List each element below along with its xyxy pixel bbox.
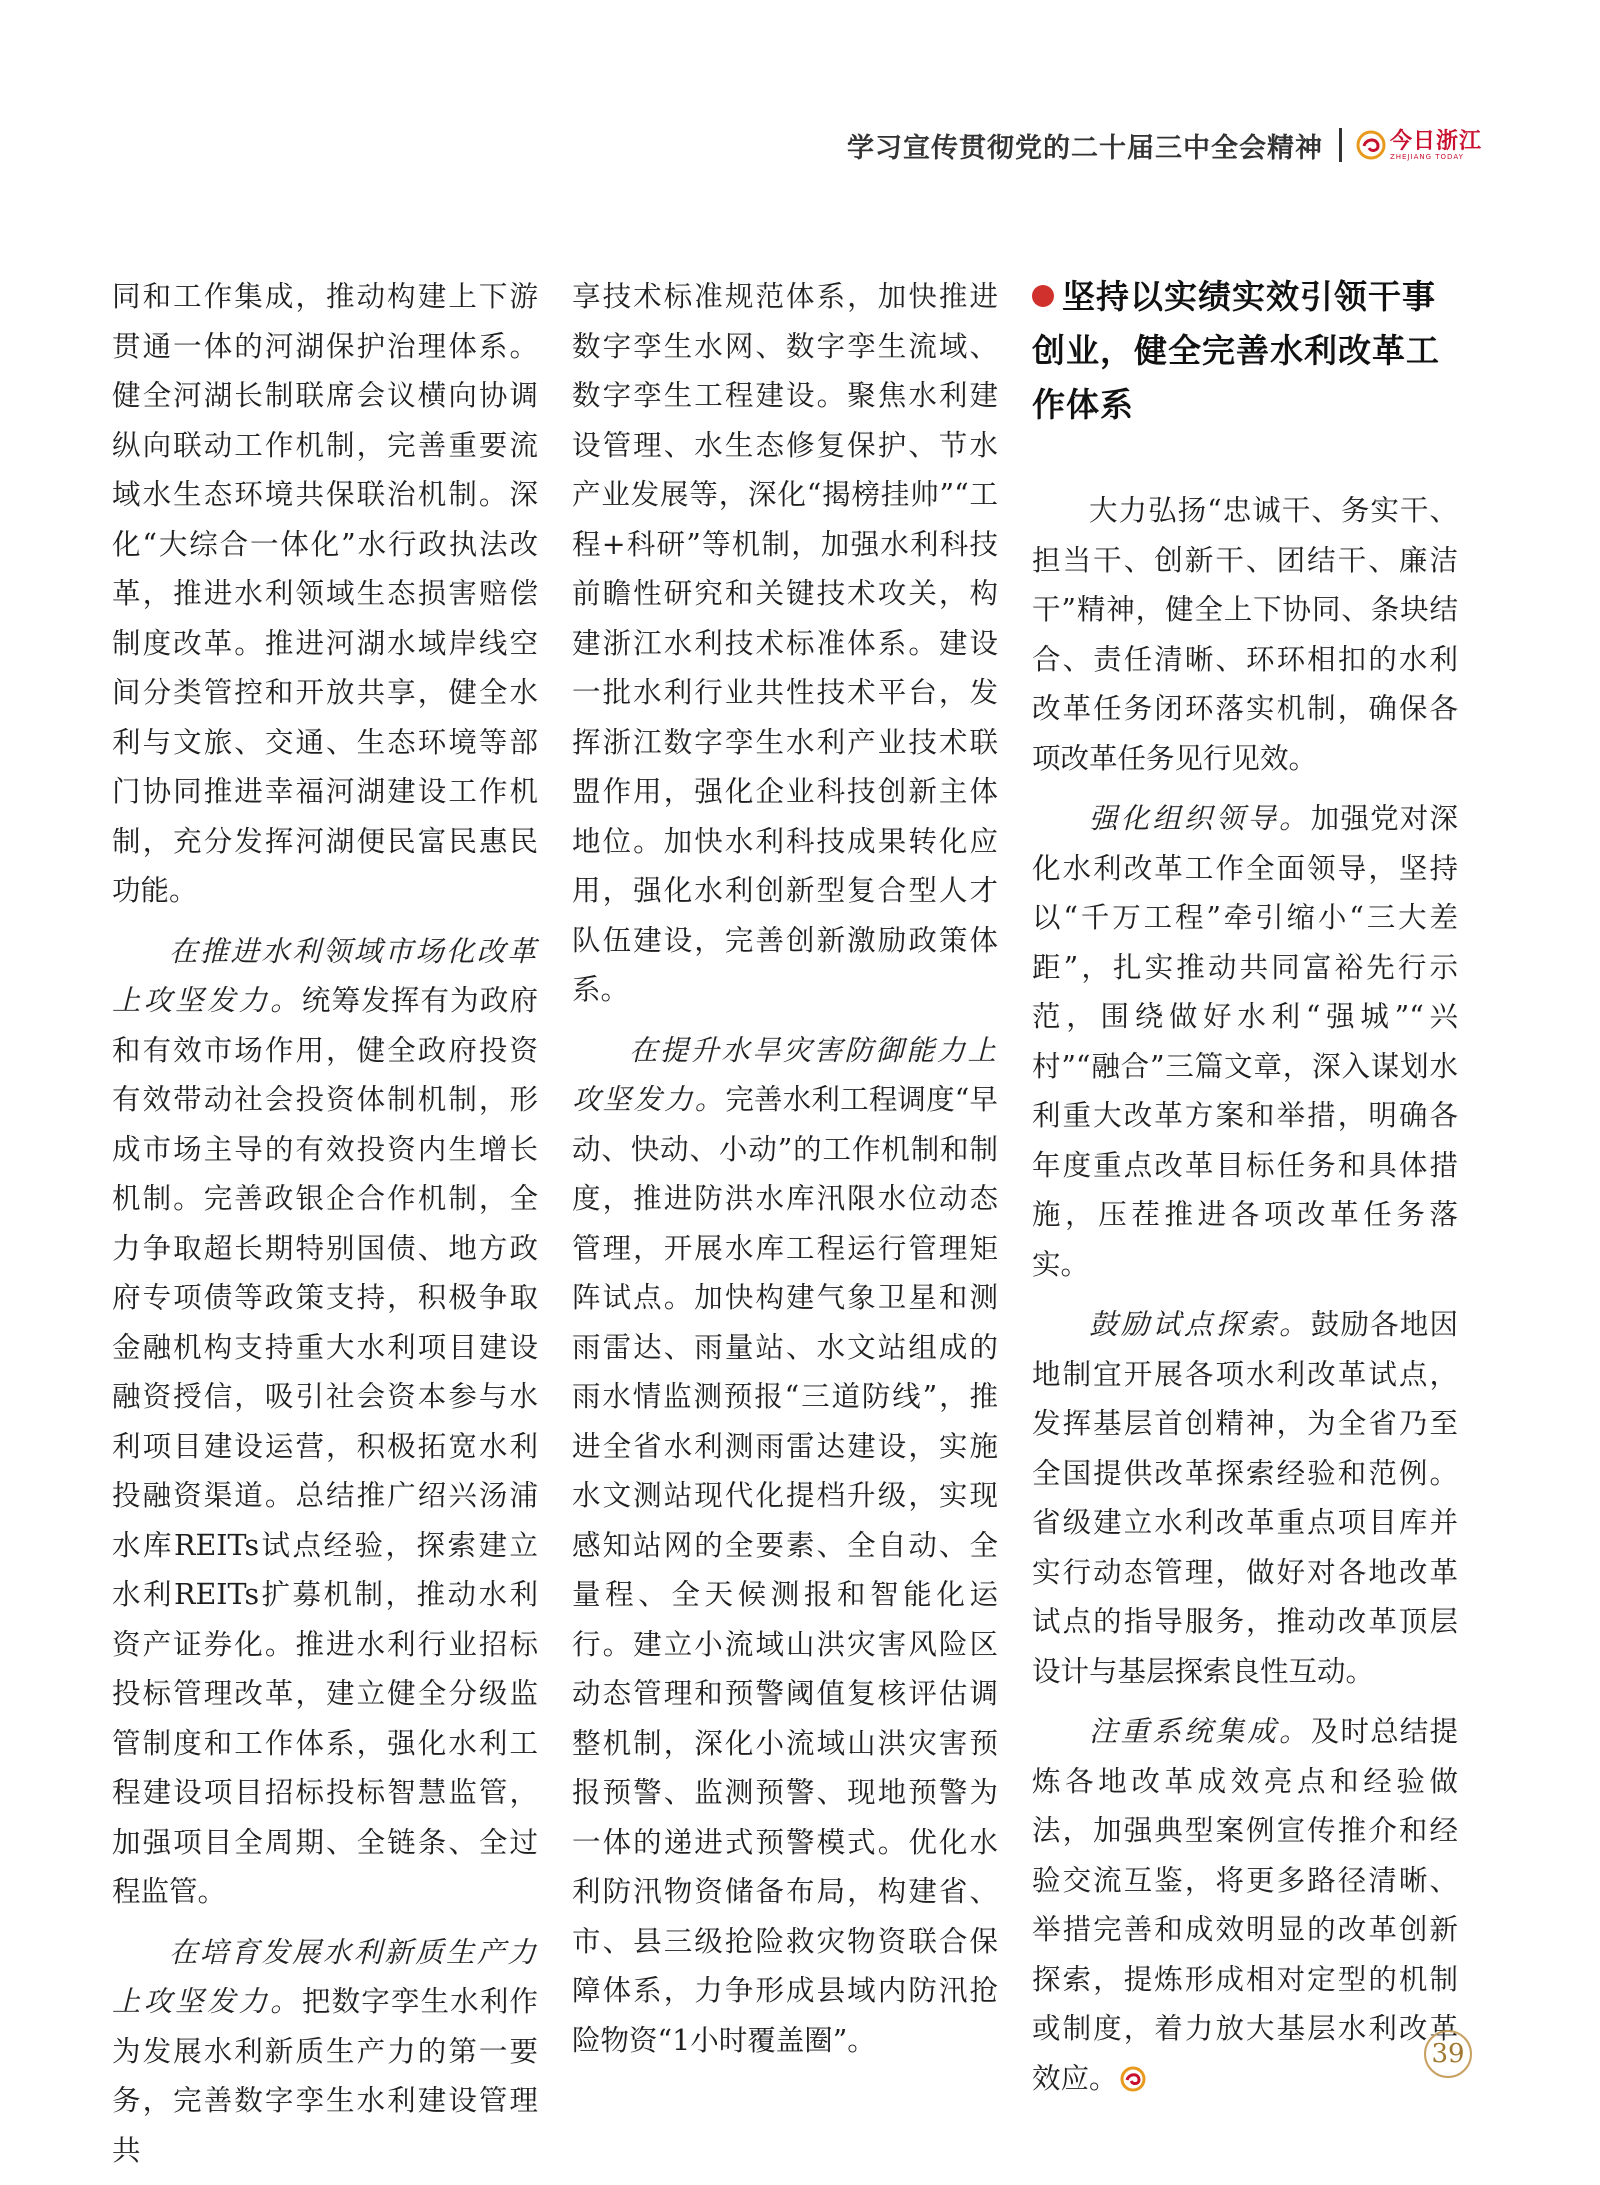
header-title: 学习宣传贯彻党的二十届三中全会精神 <box>846 132 1323 164</box>
paragraph-lead: 注重系统集成。 <box>1089 1715 1311 1748</box>
column-2 <box>572 272 998 2065</box>
logo-swirl-icon <box>1356 130 1386 160</box>
bullet-dot-icon <box>1032 285 1054 307</box>
paragraph-body: 加强党对深化水利改革工作全面领导，坚持以“千万工程”牵引缩小“三大差距”，扎实推动共同富裕先行示范，围绕做好水利“强城”“兴村”“融合”三篇文章，深入谋划水利重大改革方案和举措，明确各年度重点改革目标任务和具体措施，压茬推进各项改革任务落实。 <box>1032 802 1458 1281</box>
paragraph <box>572 1026 998 2066</box>
paragraph <box>112 927 538 1917</box>
logo-en-text: ZHEJIANG TODAY <box>1389 152 1464 161</box>
paragraph <box>1032 1707 1458 2103</box>
column-3 <box>1032 272 1458 2103</box>
paragraph-body: 把数字孪生水利作为发展水利新质生产力的第一要务，完善数字孪生水利建设管理共 <box>112 1985 538 2167</box>
section-heading <box>1032 270 1458 432</box>
paragraph-body: 及时总结提炼各地改革成效亮点和经验做法，加强典型案例宣传推介和经验交流互鉴，将更多路径清晰、举措完善和成效明显的改革创新探索，提炼形成相对定型的机制或制度，着力放大基层水利改革效应。 <box>1032 1715 1458 2095</box>
magazine-logo <box>1356 127 1482 161</box>
header-divider <box>1339 128 1342 162</box>
paragraph-lead: 在提升水旱灾害防御能力上攻坚发力。 <box>572 1033 998 1116</box>
page-number-text: 39 <box>1431 2039 1465 2069</box>
paragraph-body: 完善水利工程调度“早动、快动、小动”的工作机制和制度，推进防洪水库汛限水位动态管理，开展水库工程运行管理矩阵试点。加快构建气象卫星和测雨雷达、雨量站、水文站组成的雨水情监测预报“三道防线”，推进全省水利测雨雷达建设，实施水文测站现代化提档升级，实现感知站网的全要素、全自动、全量程、全天候测报和智能化运行。建立小流域山洪灾害风险区动态管理和预警阈值复核评估调整机制，深化小流域山洪灾害预报预警、监测预警、现地预警为一体的递进式预警模式。优化水利防汛物资储备布局，构建省、市、县三级抢险救灾物资联合保障体系，力争形成县域内防汛抢险物资“1小时覆盖圈”。 <box>572 1083 998 2057</box>
paragraph-body: 鼓励各地因地制宜开展各项水利改革试点，发挥基层首创精神，为全省乃至全国提供改革探索经验和范例。省级建立水利改革重点项目库并实行动态管理，做好对各地改革试点的指导服务，推动改革顶层设计与基层探索良性互动。 <box>1032 1308 1458 1688</box>
section-heading-text: 坚持以实绩实效引领干事创业，健全完善水利改革工作体系 <box>1032 277 1440 424</box>
paragraph <box>1032 794 1458 1289</box>
paragraph: 大力弘扬“忠诚干、务实干、担当干、创新干、团结干、廉洁干”精神，健全上下协同、条块结合、责任清晰、环环相扣的水利改革任务闭环落实机制，确保各项改革任务见行见效。 <box>1032 494 1458 775</box>
paragraph-body: 统筹发挥有为政府和有效市场作用，健全政府投资有效带动社会投资体制机制，形成市场主导的有效投资内生增长机制。完善政银企合作机制，全力争取超长期特别国债、地方政府专项债等政策支持，积极争取金融机构支持重大水利项目建设融资授信，吸引社会资本参与水利项目建设运营，积极拓宽水利投融资渠道。总结推广绍兴汤浦水库REITs试点经验，探索建立水利REITs扩募机制，推动水利资产证券化。推进水利行业招标投标管理改革，建立健全分级监管制度和工作体系，强化水利工程建设项目招标投标智慧监管，加强项目全周期、全链条、全过程监管。 <box>112 984 538 1908</box>
paragraph: 享技术标准规范体系，加快推进数字孪生水网、数字孪生流域、数字孪生工程建设。聚焦水利建设管理、水生态修复保护、节水产业发展等，深化“揭榜挂帅”“工程+科研”等机制，加强水利科技前瞻性研究和关键技术攻关，构建浙江水利技术标准体系。建设一批水利行业共性技术平台，发挥浙江数字孪生水利产业技术联盟作用，强化企业科技创新主体地位。加快水利科技成果转化应用，强化水利创新型复合型人才队伍建设，完善创新激励政策体系。 <box>572 280 998 1006</box>
logo-cn-text: 今日浙江 <box>1389 127 1482 154</box>
column-1 <box>112 272 538 2175</box>
paragraph: 同和工作集成，推动构建上下游贯通一体的河湖保护治理体系。健全河湖长制联席会议横向协调纵向联动工作机制，完善重要流域水生态环境共保联治机制。深化“大综合一体化”水行政执法改革，推进水利领域生态损害赔偿制度改革。推进河湖水域岸线空间分类管控和开放共享，健全水利与文旅、交通、生态环境等部门协同推进幸福河湖建设工作机制，充分发挥河湖便民富民惠民功能。 <box>112 280 538 907</box>
page-header <box>847 120 1482 170</box>
paragraph <box>1032 1300 1458 1696</box>
paragraph-lead: 鼓励试点探索。 <box>1089 1308 1311 1341</box>
paragraph-lead: 在推进水利领域市场化改革上攻坚发力。 <box>112 934 538 1017</box>
article-end-icon <box>1120 2066 1146 2092</box>
paragraph <box>112 1928 538 2176</box>
paragraph-lead: 在培育发展水利新质生产力上攻坚发力。 <box>112 1935 538 2018</box>
paragraph-lead: 强化组织领导。 <box>1089 802 1311 835</box>
page-number <box>1424 2030 1472 2078</box>
